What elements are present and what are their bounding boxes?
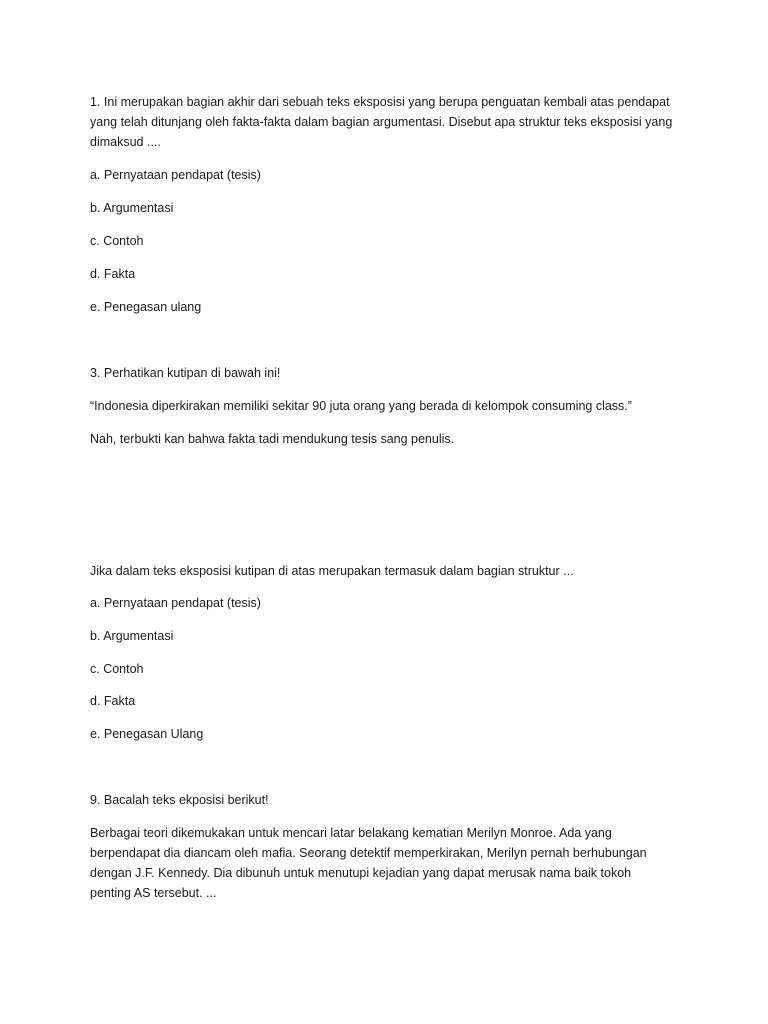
question-3-quote: “Indonesia diperkirakan memiliki sekitar 90 juta orang yang berada di kelompok consuming class.” <box>90 399 632 413</box>
question-3-note: Nah, terbukti kan bahwa fakta tadi mendukung tesis sang penulis. <box>90 432 455 446</box>
question-9-passage <box>90 823 690 903</box>
question-1-option-c: c. Contoh <box>90 234 144 248</box>
question-9-line: berpendapat dia diancam oleh mafia. Seorang detektif memperkirakan, Merilyn pernah berhubungan <box>90 846 647 860</box>
question-3-option-d: d. Fakta <box>90 694 136 708</box>
question-9-line: dengan J.F. Kennedy. Dia dibunuh untuk menutupi kejadian yang dapat merusak nama baik tokoh <box>90 866 632 880</box>
question-9-line: Berbagai teori dikemukakan untuk mencari latar belakang kematian Merilyn Monroe. Ada yang <box>90 826 612 840</box>
question-1-option-e: e. Penegasan ulang <box>90 300 202 314</box>
question-1-line: dimaksud .... <box>90 135 161 149</box>
question-1-text <box>90 92 690 152</box>
question-1-line: yang telah ditunjang oleh fakta-fakta dalam bagian argumentasi. Disebut apa struktur teks eksposisi yang <box>90 115 673 129</box>
question-1-line: 1. Ini merupakan bagian akhir dari sebuah teks eksposisi yang berupa penguatan kembali atas pendapat <box>90 95 670 109</box>
question-1-option-a: a. Pernyataan pendapat (tesis) <box>90 168 261 182</box>
question-3-option-b: b. Argumentasi <box>90 629 174 643</box>
question-3-prompt: 3. Perhatikan kutipan di bawah ini! <box>90 366 281 380</box>
question-1-option-d: d. Fakta <box>90 267 136 281</box>
question-3-question: Jika dalam teks eksposisi kutipan di atas merupakan termasuk dalam bagian struktur ... <box>90 564 574 578</box>
question-3-option-c: c. Contoh <box>90 662 144 676</box>
question-3-option-e: e. Penegasan Ulang <box>90 727 204 741</box>
question-9-line: penting AS tersebut. ... <box>90 886 217 900</box>
question-3-option-a: a. Pernyataan pendapat (tesis) <box>90 596 261 610</box>
question-1-option-b: b. Argumentasi <box>90 201 174 215</box>
question-9-prompt: 9. Bacalah teks ekposisi berikut! <box>90 793 269 807</box>
